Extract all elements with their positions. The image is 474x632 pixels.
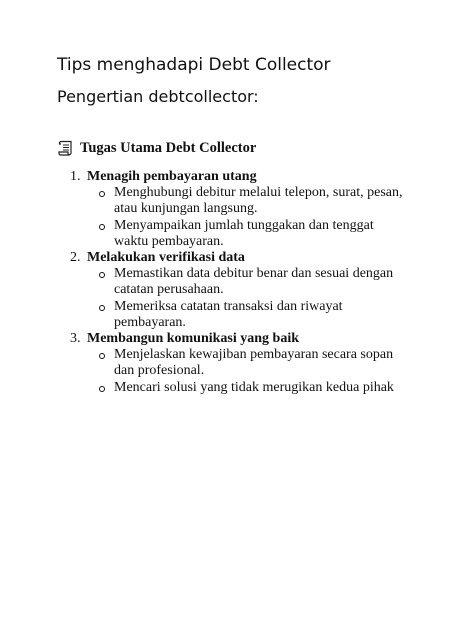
task-point — [87, 266, 404, 298]
hollow-bullet-icon — [99, 386, 105, 392]
hollow-bullet-icon — [99, 272, 105, 278]
task-point — [87, 299, 404, 331]
hollow-bullet-icon — [99, 353, 105, 359]
task-points — [87, 266, 457, 331]
task-point-text: Menghubungi debitur melalui telepon, surat, pesan, atau kunjungan langsung. — [114, 185, 403, 217]
task-item — [57, 169, 457, 250]
hollow-bullet-icon — [99, 305, 105, 311]
main-duties-section — [57, 139, 457, 396]
task-item — [57, 250, 457, 331]
task-point — [87, 185, 404, 217]
task-point-text: Mencari solusi yang tidak merugikan kedua pihak — [114, 379, 394, 395]
task-title: Melakukan verifikasi data — [87, 250, 245, 266]
hollow-bullet-icon — [99, 191, 105, 197]
task-list — [57, 169, 457, 396]
section-heading — [57, 139, 457, 157]
task-points — [87, 347, 457, 396]
task-title: Membangun komunikasi yang baik — [87, 331, 300, 347]
task-number: 2. — [70, 250, 81, 266]
task-point-text: Menjelaskan kewajiban pembayaran secara sopan dan profesional. — [114, 347, 394, 379]
task-number: 3. — [70, 331, 81, 347]
task-point-text: Menyampaikan jumlah tunggakan dan tenggat waktu pembayaran. — [114, 217, 374, 249]
task-point-text: Memastikan data debitur benar dan sesuai dengan catatan perusahaan. — [114, 266, 394, 298]
task-point — [87, 347, 404, 379]
section-heading-text: Tugas Utama Debt Collector — [80, 139, 257, 156]
document-subtitle: Pengertian debtcollector: — [57, 87, 259, 106]
task-points — [87, 185, 457, 250]
task-item — [57, 331, 457, 396]
task-title: Menagih pembayaran utang — [87, 169, 257, 184]
task-number: 1. — [70, 169, 81, 184]
task-point — [87, 218, 404, 250]
document-title: Tips menghadapi Debt Collector — [57, 55, 331, 75]
hollow-bullet-icon — [99, 224, 105, 230]
task-point-text: Memeriksa catatan transaksi dan riwayat pembayaran. — [114, 298, 343, 330]
scroll-icon — [57, 139, 75, 157]
task-point — [87, 380, 404, 396]
